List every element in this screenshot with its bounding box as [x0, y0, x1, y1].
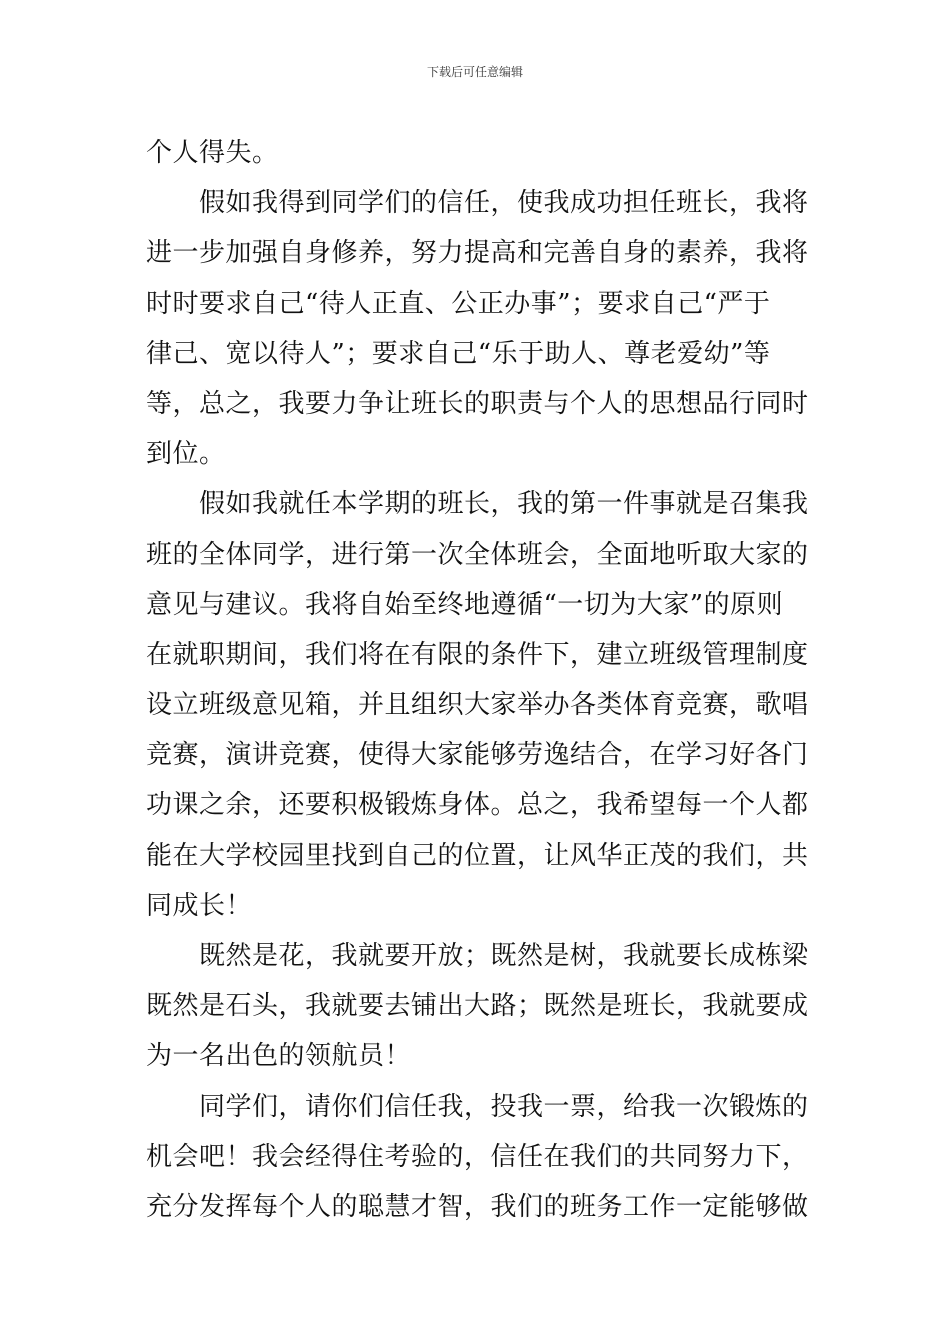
text-line: 假如我得到同学们的信任，使我成功担任班长，我将	[199, 188, 809, 219]
text-line: 能在大学校园里找到自己的位置，让风华正茂的我们，共	[146, 840, 809, 871]
text-line: 功课之余，还要积极锻炼身体。总之，我希望每一个人都	[146, 790, 809, 821]
text-line: 在就职期间，我们将在有限的条件下，建立班级管理制度	[146, 639, 809, 670]
text-line: 假如我就任本学期的班长，我的第一件事就是召集我	[199, 489, 809, 520]
text-line: 时时要求自己“待人正直、公正办事”；要求自己“严于	[146, 288, 771, 319]
text-line: 设立班级意见箱，并且组织大家举办各类体育竞赛，歌唱	[146, 690, 809, 721]
body-text	[146, 128, 826, 1232]
text-line: 既然是花，我就要开放；既然是树，我就要长成栋梁	[199, 941, 809, 971]
text-line: 进一步加强自身修养，努力提高和完善自身的素养，我将	[146, 238, 809, 269]
text-line: 到位。	[146, 439, 226, 470]
text-line: 班的全体同学，进行第一次全体班会，全面地听取大家的	[146, 539, 809, 570]
text-line: 意见与建议。我将自始至终地遵循“一切为大家”的原则	[146, 589, 784, 620]
text-line: 律己、宽以待人”；要求自己“乐于助人、尊老爱幼”等	[146, 338, 771, 369]
page-header: 下载后可任意编辑	[426, 65, 523, 79]
text-line: 充分发挥每个人的聪慧才智，我们的班务工作一定能够做	[146, 1191, 809, 1222]
text-line: 同学们，请你们信任我，投我一票，给我一次锻炼的	[199, 1091, 809, 1122]
text-line: 既然是石头，我就要去铺出大路；既然是班长，我就要成	[146, 991, 809, 1022]
text-line: 竞赛，演讲竞赛，使得大家能够劳逸结合，在学习好各门	[146, 740, 809, 771]
text-line: 等，总之，我要力争让班长的职责与个人的思想品行同时	[146, 388, 809, 419]
text-line: 为一名出色的领航员！	[146, 1041, 412, 1072]
text-line: 机会吧！我会经得住考验的，信任在我们的共同努力下，	[146, 1141, 809, 1172]
text-line: 个人得失。	[146, 138, 279, 168]
text-line: 同成长！	[146, 890, 253, 921]
